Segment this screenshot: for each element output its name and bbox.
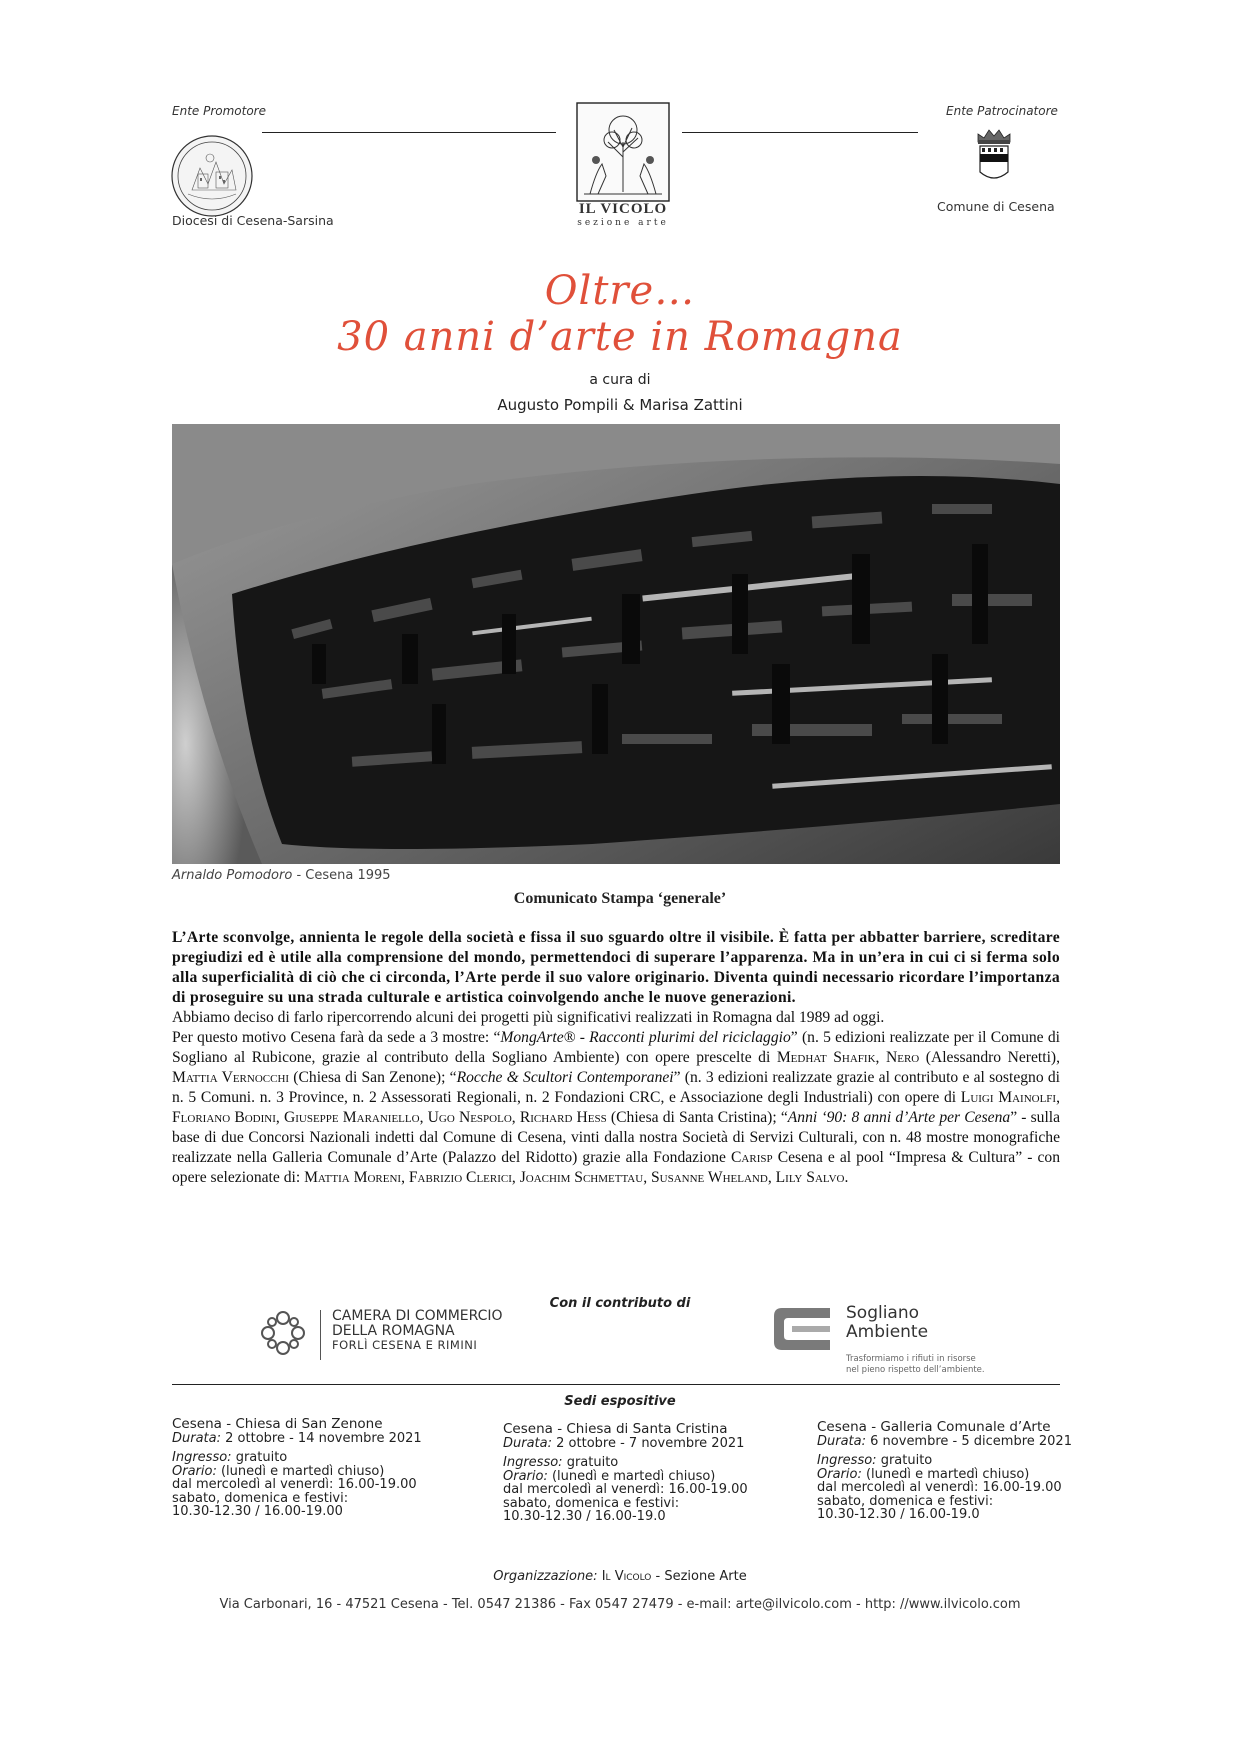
venue-name: Cesena - Chiesa di Santa Cristina bbox=[503, 1421, 728, 1437]
artist-name: Floriano Bodini bbox=[172, 1109, 276, 1126]
artist-name: Medhat Shafik bbox=[776, 1049, 876, 1066]
cesena-coat-of-arms bbox=[972, 126, 1016, 186]
chamber-of-commerce-logo bbox=[258, 1308, 308, 1358]
chamber-of-commerce-name: CAMERA DI COMMERCIO DELLA ROMAGNA FORLÌ CESENA E RIMINI bbox=[332, 1308, 503, 1352]
foundation-name: Carisp bbox=[731, 1149, 773, 1166]
artist-name: Mattia Vernocchi bbox=[172, 1069, 290, 1086]
curators-names: Augusto Pompili & Marisa Zattini bbox=[497, 396, 743, 414]
header-rule-right bbox=[682, 132, 918, 133]
diocese-seal bbox=[170, 134, 254, 218]
patron-name: Comune di Cesena bbox=[937, 199, 1055, 214]
sogliano-ambiente-name: Sogliano Ambiente bbox=[846, 1303, 929, 1342]
show-rocche: Rocche & Scultori Contemporanei bbox=[456, 1069, 674, 1086]
press-release-body bbox=[172, 928, 1060, 1188]
photo-caption-place-year: - Cesena 1995 bbox=[292, 868, 391, 883]
contributors-divider bbox=[172, 1384, 1060, 1385]
show-anni-90: Anni ‘90: 8 anni d’Arte per Cesena bbox=[787, 1109, 1011, 1126]
organization-line: Organizzazione: Il Vicolo - Sezione Arte bbox=[493, 1569, 747, 1584]
artist-name: Giuseppe Maraniello bbox=[283, 1109, 420, 1126]
press-paragraph-intro: L’Arte sconvolge, annienta le regole della società e fissa il suo sguardo oltre il visibile. È fatta per abbatter barriere, screditare pregiudizi ed è utile alla comprensione del mondo, permettendoci di superare l’apparenza. Ma in un’era in cui ci si ferma solo alla superficialità di ciò che ci circonda, l’Arte perde il suo valore originario. Diventa quindi necessario ricordare l’importanza di proseguire su una strada culturale e artistica coinvolgendo anche le nuove generazioni. bbox=[172, 929, 1060, 1006]
press-paragraph-projects: Abbiamo deciso di farlo ripercorrendo alcuni dei progetti più significativi realizzati in Romagna dal 1989 ad oggi. bbox=[172, 1009, 885, 1026]
promoter-label: Ente Promotore bbox=[172, 104, 266, 118]
sogliano-ambiente-logo bbox=[770, 1304, 838, 1354]
press-release-heading: Comunicato Stampa ‘generale’ bbox=[513, 890, 727, 907]
venues-title: Sedi espositive bbox=[564, 1394, 676, 1409]
il-vicolo-logo bbox=[576, 102, 670, 202]
artist-name: Joachim Schmettau bbox=[519, 1169, 644, 1186]
venue-card: Cesena - Galleria Comunale d’Arte Durata: 6 novembre - 5 dicembre 2021 Ingresso: gratuito Orario: (lunedì e martedì chiuso) dal mercoledì al venerdì: 16.00-19.00 sabato, domenica e festivi: 10.30-12.30 / 16.00-19.0 bbox=[817, 1419, 1072, 1522]
artist-name: Lily Salvo bbox=[775, 1169, 845, 1186]
photo-caption bbox=[172, 868, 391, 883]
artist-name: Susanne Wheland bbox=[650, 1169, 768, 1186]
artist-name: Fabrizio Clerici bbox=[408, 1169, 512, 1186]
venue-name: Cesena - Chiesa di San Zenone bbox=[172, 1416, 383, 1432]
photo-caption-artist: Arnaldo Pomodoro bbox=[172, 868, 293, 883]
artist-name: Richard Hess bbox=[519, 1109, 607, 1126]
artist-name: Luigi Mainolfi bbox=[960, 1089, 1057, 1106]
contributors-label: Con il contributo di bbox=[549, 1296, 691, 1311]
sogliano-ambiente-tagline: Trasformiamo i rifiuti in risorse nel pieno rispetto dell’ambiente. bbox=[846, 1354, 985, 1375]
venue-name: Cesena - Galleria Comunale d’Arte bbox=[817, 1419, 1051, 1435]
show-mongarte: MongArte® - Racconti plurimi del riciclaggio bbox=[500, 1029, 791, 1046]
contact-address: Via Carbonari, 16 - 47521 Cesena - Tel. 0547 21386 - Fax 0547 27479 - e-mail: arte@ilvicolo.com - http: //www.ilvicolo.com bbox=[219, 1597, 1021, 1612]
artist-name: Ugo Nespolo bbox=[427, 1109, 512, 1126]
curated-by-label: a cura di bbox=[589, 372, 651, 388]
header-rule-left bbox=[262, 132, 556, 133]
promoter-name: Diocesi di Cesena-Sarsina bbox=[172, 213, 334, 228]
artist-name: Mattia Moreni bbox=[304, 1169, 402, 1186]
venue-card: Cesena - Chiesa di San Zenone Durata: 2 ottobre - 14 novembre 2021 Ingresso: gratuito Orario: (lunedì e martedì chiuso) dal mercoledì al venerdì: 16.00-19.00 sabato, domenica e festivi: 10.30-12.30 / 16.00-19.00 bbox=[172, 1416, 422, 1519]
title-line-1: Oltre… bbox=[544, 268, 696, 314]
title-line-2: 30 anni d’arte in Romagna bbox=[337, 314, 903, 360]
press-paragraph-exhibitions: Per questo motivo Cesena farà da sede a 3 mostre: “MongArte® - Racconti plurimi del riciclaggio” (n. 5 edizioni realizzate per il Comune di Sogliano al Rubicone, grazie al contributo della Sogliano Ambiente) con opere prescelte di Medhat Shafik, Nero (Alessandro Neretti), Mattia Vernocchi (Chiesa di San Zenone); “Rocche & Scultori Contemporanei” (n. 3 edizioni realizzate grazie al contributo e al sostegno di n. 5 Comuni. n. 3 Province, n. 2 Assessorati Regionali, n. 2 Fondazioni CRC, e Associazione degli Industriali) con opere di Luigi Mainolfi, Floriano Bodini, Giuseppe Maraniello, Ugo Nespolo, Richard Hess (Chiesa di Santa Cristina); “Anni ‘90: 8 anni d’Arte per Cesena” - sulla base di due Concorsi Nazionali indetti dal Comune di Cesena, vinti dalla nostra Società di Servizi Culturali, con n. 48 mostre monografiche realizzate nella Galleria Comunale d’Arte (Palazzo del Ridotto) grazie alla Fondazione Carisp Cesena e al pool “Impresa & Cultura” - con opere selezionate di: Mattia Moreni, Fabrizio Clerici, Joachim Schmettau, Susanne Wheland, Lily Salvo. bbox=[172, 1029, 1061, 1186]
chamber-of-commerce-divider bbox=[320, 1310, 321, 1360]
artist-name: Nero bbox=[885, 1049, 920, 1066]
patron-label: Ente Patrocinatore bbox=[946, 104, 1058, 118]
il-vicolo-logo-name: IL VICOLO bbox=[578, 201, 668, 217]
il-vicolo-logo-subtitle: sezione arte bbox=[577, 218, 669, 228]
venue-card: Cesena - Chiesa di Santa Cristina Durata: 2 ottobre - 7 novembre 2021 Ingresso: gratuito Orario: (lunedì e martedì chiuso) dal mercoledì al venerdì: 16.00-19.00 sabato, domenica e festivi: 10.30-12.30 / 16.00-19.0 bbox=[503, 1421, 748, 1524]
organization-name: Il Vicolo bbox=[597, 1569, 652, 1584]
artwork-photo bbox=[172, 424, 1060, 864]
